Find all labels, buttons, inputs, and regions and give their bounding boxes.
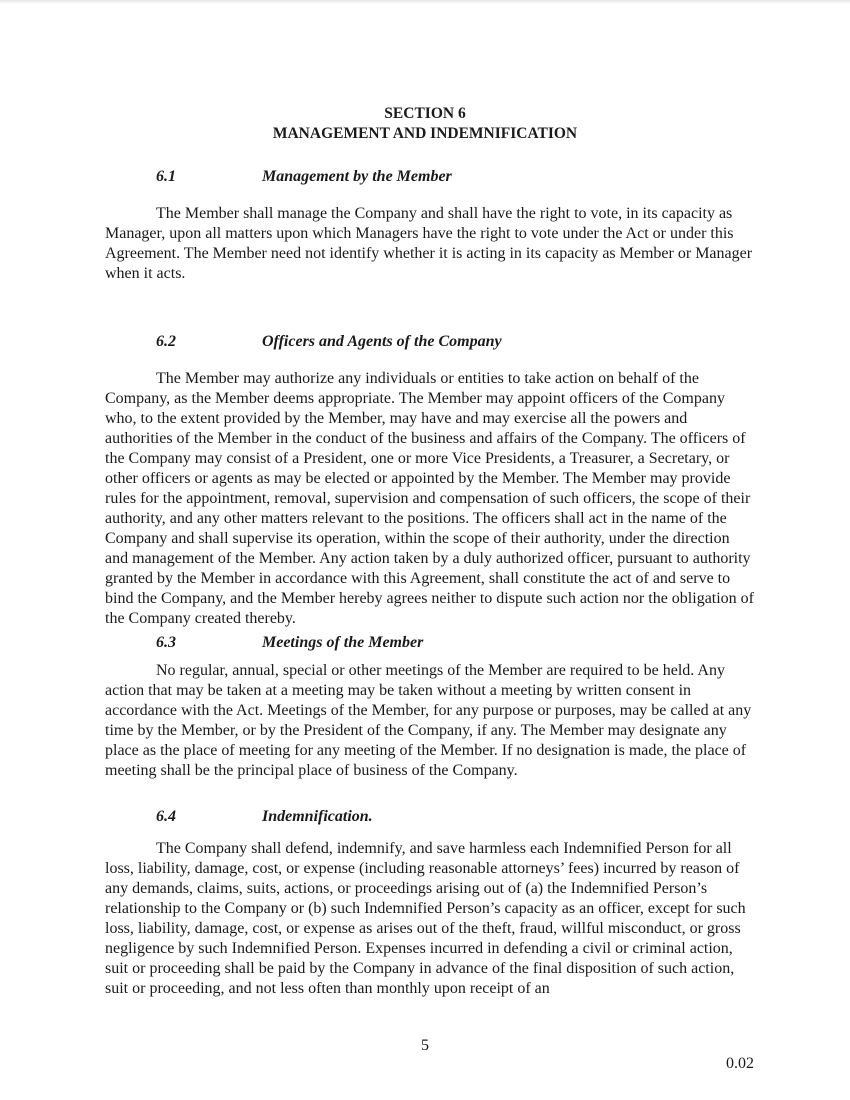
subsection-heading-6-3 xyxy=(156,633,423,653)
footer-doc-code: 0.02 xyxy=(726,1055,754,1072)
subsection-body-6-1: The Member shall manage the Company and shall have the right to vote, in its capacity as Manager, upon all matters upon which Managers have the right to vote under the Act or under this Agreement. The Member need not identify whether it is acting in its capacity as Member or Manager when it acts. xyxy=(105,205,753,282)
section-heading xyxy=(0,104,850,144)
subsection-number: 6.3 xyxy=(156,634,176,651)
subsection-body-6-3: No regular, annual, special or other meetings of the Member are required to be held. Any action that may be taken at a meeting may be taken without a meeting by written consent in accordance with the Act. Meetings of the Member, for any purpose or purposes, may be called at any time by the Member, or by the President of the Company, if any. The Member may designate any place as the place of meeting for any meeting of the Member. If no designation is made, the place of meeting shall be the principal place of business of the Company. xyxy=(105,662,752,779)
subsection-heading-6-1 xyxy=(156,167,452,187)
subsection-number: 6.2 xyxy=(156,333,176,350)
scan-edge xyxy=(0,0,850,4)
subsection-title: Indemnification. xyxy=(262,808,373,825)
section-title: MANAGEMENT AND INDEMNIFICATION xyxy=(272,125,578,142)
subsection-heading-6-2 xyxy=(156,332,502,352)
subsection-number: 6.1 xyxy=(156,168,176,185)
subsection-body-6-2: The Member may authorize any individuals or entities to take action on behalf of the Company, as the Member deems appropriate. The Member may appoint officers of the Company who, to the extent provided by the Member, may have and may exercise all the powers and authorities of the Member in the conduct of the business and affairs of the Company. The officers of the Company may consist of a President, one or more Vice Presidents, a Treasurer, a Secretary, or other officers or agents as may be elected or appointed by the Member. The Member may provide rules for the appointment, removal, supervision and compensation of such officers, the scope of their authority, and any other matters relevant to the positions. The officers shall act in the name of the Company and shall supervise its operation, within the scope of their authority, under the direction and management of the Member. Any action taken by a duly authorized officer, pursuant to authority granted by the Member in accordance with this Agreement, shall constitute the act of and serve to bind the Company, and the Member hereby agrees neither to dispute such action nor the obligation of the Company created thereby. xyxy=(105,370,755,627)
section-number: SECTION 6 xyxy=(384,105,466,122)
subsection-title: Management by the Member xyxy=(262,168,452,185)
subsection-title: Meetings of the Member xyxy=(262,634,424,651)
page-number: 5 xyxy=(421,1037,429,1054)
subsection-body-6-4: The Company shall defend, indemnify, and save harmless each Indemnified Person for all loss, liability, damage, cost, or expense (including reasonable attorneys’ fees) incurred by reason of any demands, claims, suits, actions, or proceedings arising out of (a) the Indemnified Person’s relationship to the Company or (b) such Indemnified Person’s capacity as an officer, except for such loss, liability, damage, cost, or expense as arises out of the theft, fraud, willful misconduct, or gross negligence by such Indemnified Person. Expenses incurred in defending a civil or criminal action, suit or proceeding shall be paid by the Company in advance of the final disposition of such action, suit or proceeding, and not less often than monthly upon receipt of an xyxy=(105,840,746,997)
subsection-heading-6-4 xyxy=(156,807,373,827)
subsection-title: Officers and Agents of the Company xyxy=(262,333,502,350)
subsection-number: 6.4 xyxy=(156,808,176,825)
